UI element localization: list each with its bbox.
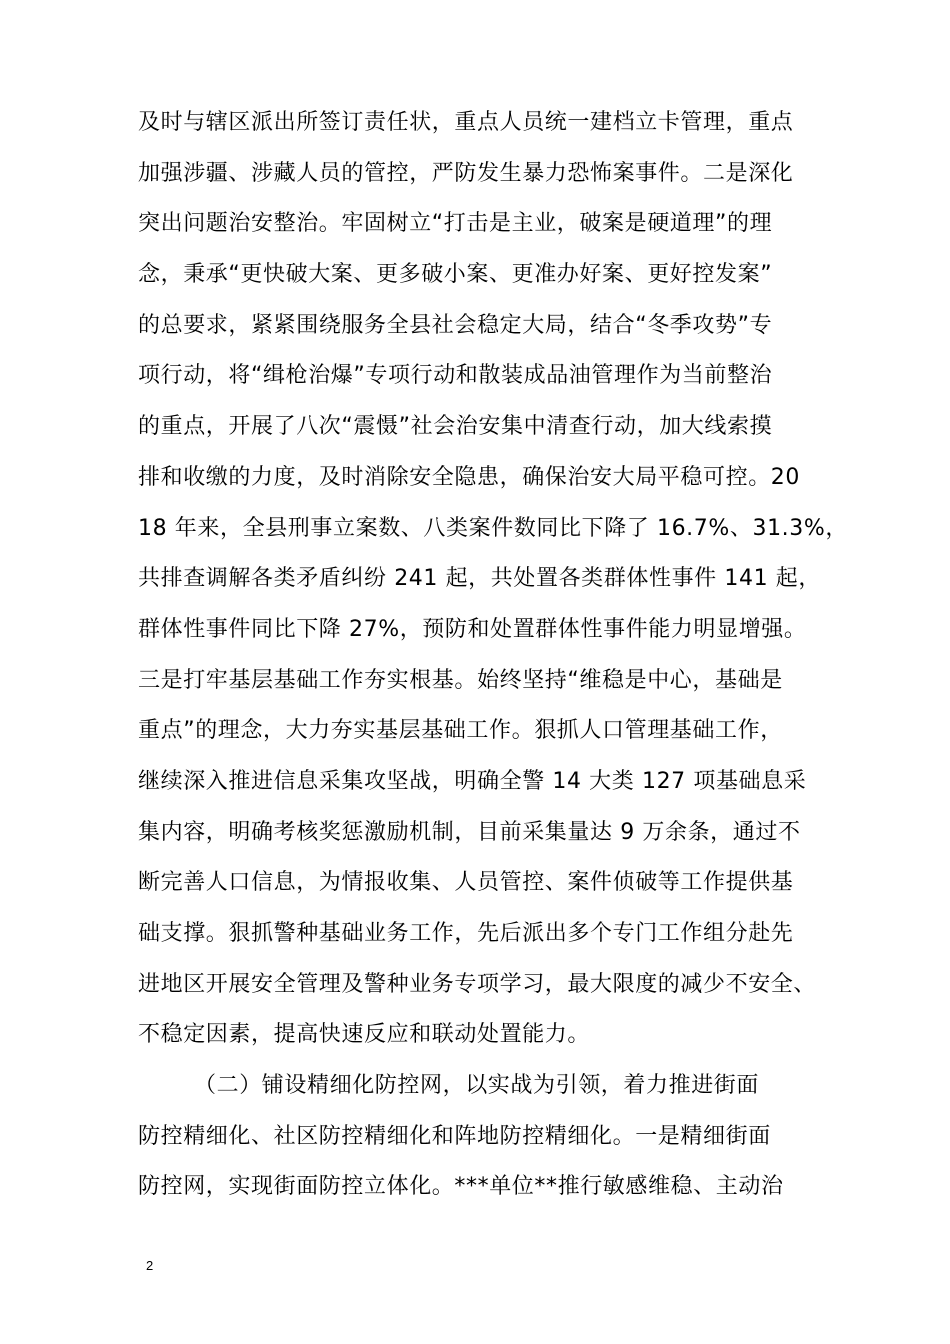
text-line: 不稳定因素，提高快速反应和联动处置能力。	[138, 1022, 591, 1048]
body-text	[138, 100, 848, 1215]
text-line: 集内容，明确考核奖惩激励机制，目前采集量达 9 万余条，通过不	[138, 819, 801, 845]
text-line: 础支撑。狠抓警种基础业务工作，先后派出多个专门工作组分赴先	[138, 921, 794, 946]
text-line: 及时与辖区派出所签订责任状，重点人员统一建档立卡管理，重点	[138, 110, 794, 135]
text-line: 的总要求，紧紧围绕服务全县社会稳定大局，结合“冬季攻势”专	[138, 312, 773, 338]
page-number: 2	[146, 1258, 154, 1273]
text-line: 防控精细化、社区防控精细化和阵地防控精细化。一是精细街面	[138, 1123, 771, 1149]
section-heading-line: （二）铺设精细化防控网，以实战为引领，着力推进街面	[194, 1073, 760, 1099]
text-line: 防控网，实现街面防控立体化。***单位**推行敏感维稳、主动治	[138, 1174, 784, 1200]
text-line: 进地区开展安全管理及警种业务专项学习，最大限度的减少不安全、	[138, 971, 817, 997]
text-line: 排和收缴的力度，及时消除安全隐患，确保治安大局平稳可控。20	[138, 464, 800, 490]
text-line: 项行动，将“缉枪治爆”专项行动和散装成品油管理作为当前整治	[138, 363, 773, 389]
text-line: 18 年来，全县刑事立案数、八类案件数同比下降了 16.7%、31.3%，	[138, 515, 848, 541]
text-line: 三是打牢基层基础工作夯实根基。始终坚持“维稳是中心，基础是	[138, 667, 783, 693]
text-line: 断完善人口信息，为情报收集、人员管控、案件侦破等工作提供基	[138, 870, 794, 896]
text-line: 念，秉承“更快破大案、更多破小案、更准办好案、更好控发案”	[138, 262, 773, 288]
text-line: 群体性事件同比下降 27%，预防和处置群体性事件能力明显增强。	[138, 616, 807, 642]
text-line: 重点”的理念，大力夯实基层基础工作。狠抓人口管理基础工作，	[138, 718, 783, 744]
text-line: 突出问题治安整治。牢固树立“打击是主业，破案是硬道理”的理	[138, 211, 773, 237]
text-line: 加强涉疆、涉藏人员的管控，严防发生暴力恐怖案事件。二是深化	[138, 160, 794, 186]
text-line: 共排查调解各类矛盾纠纷 241 起，共处置各类群体性事件 141 起，	[138, 566, 821, 592]
text-line: 的重点，开展了八次“震慑”社会治安集中清查行动，加大线索摸	[138, 414, 773, 440]
text-line: 继续深入推进信息采集攻坚战，明确全警 14 大类 127 项基础息采	[138, 768, 807, 794]
